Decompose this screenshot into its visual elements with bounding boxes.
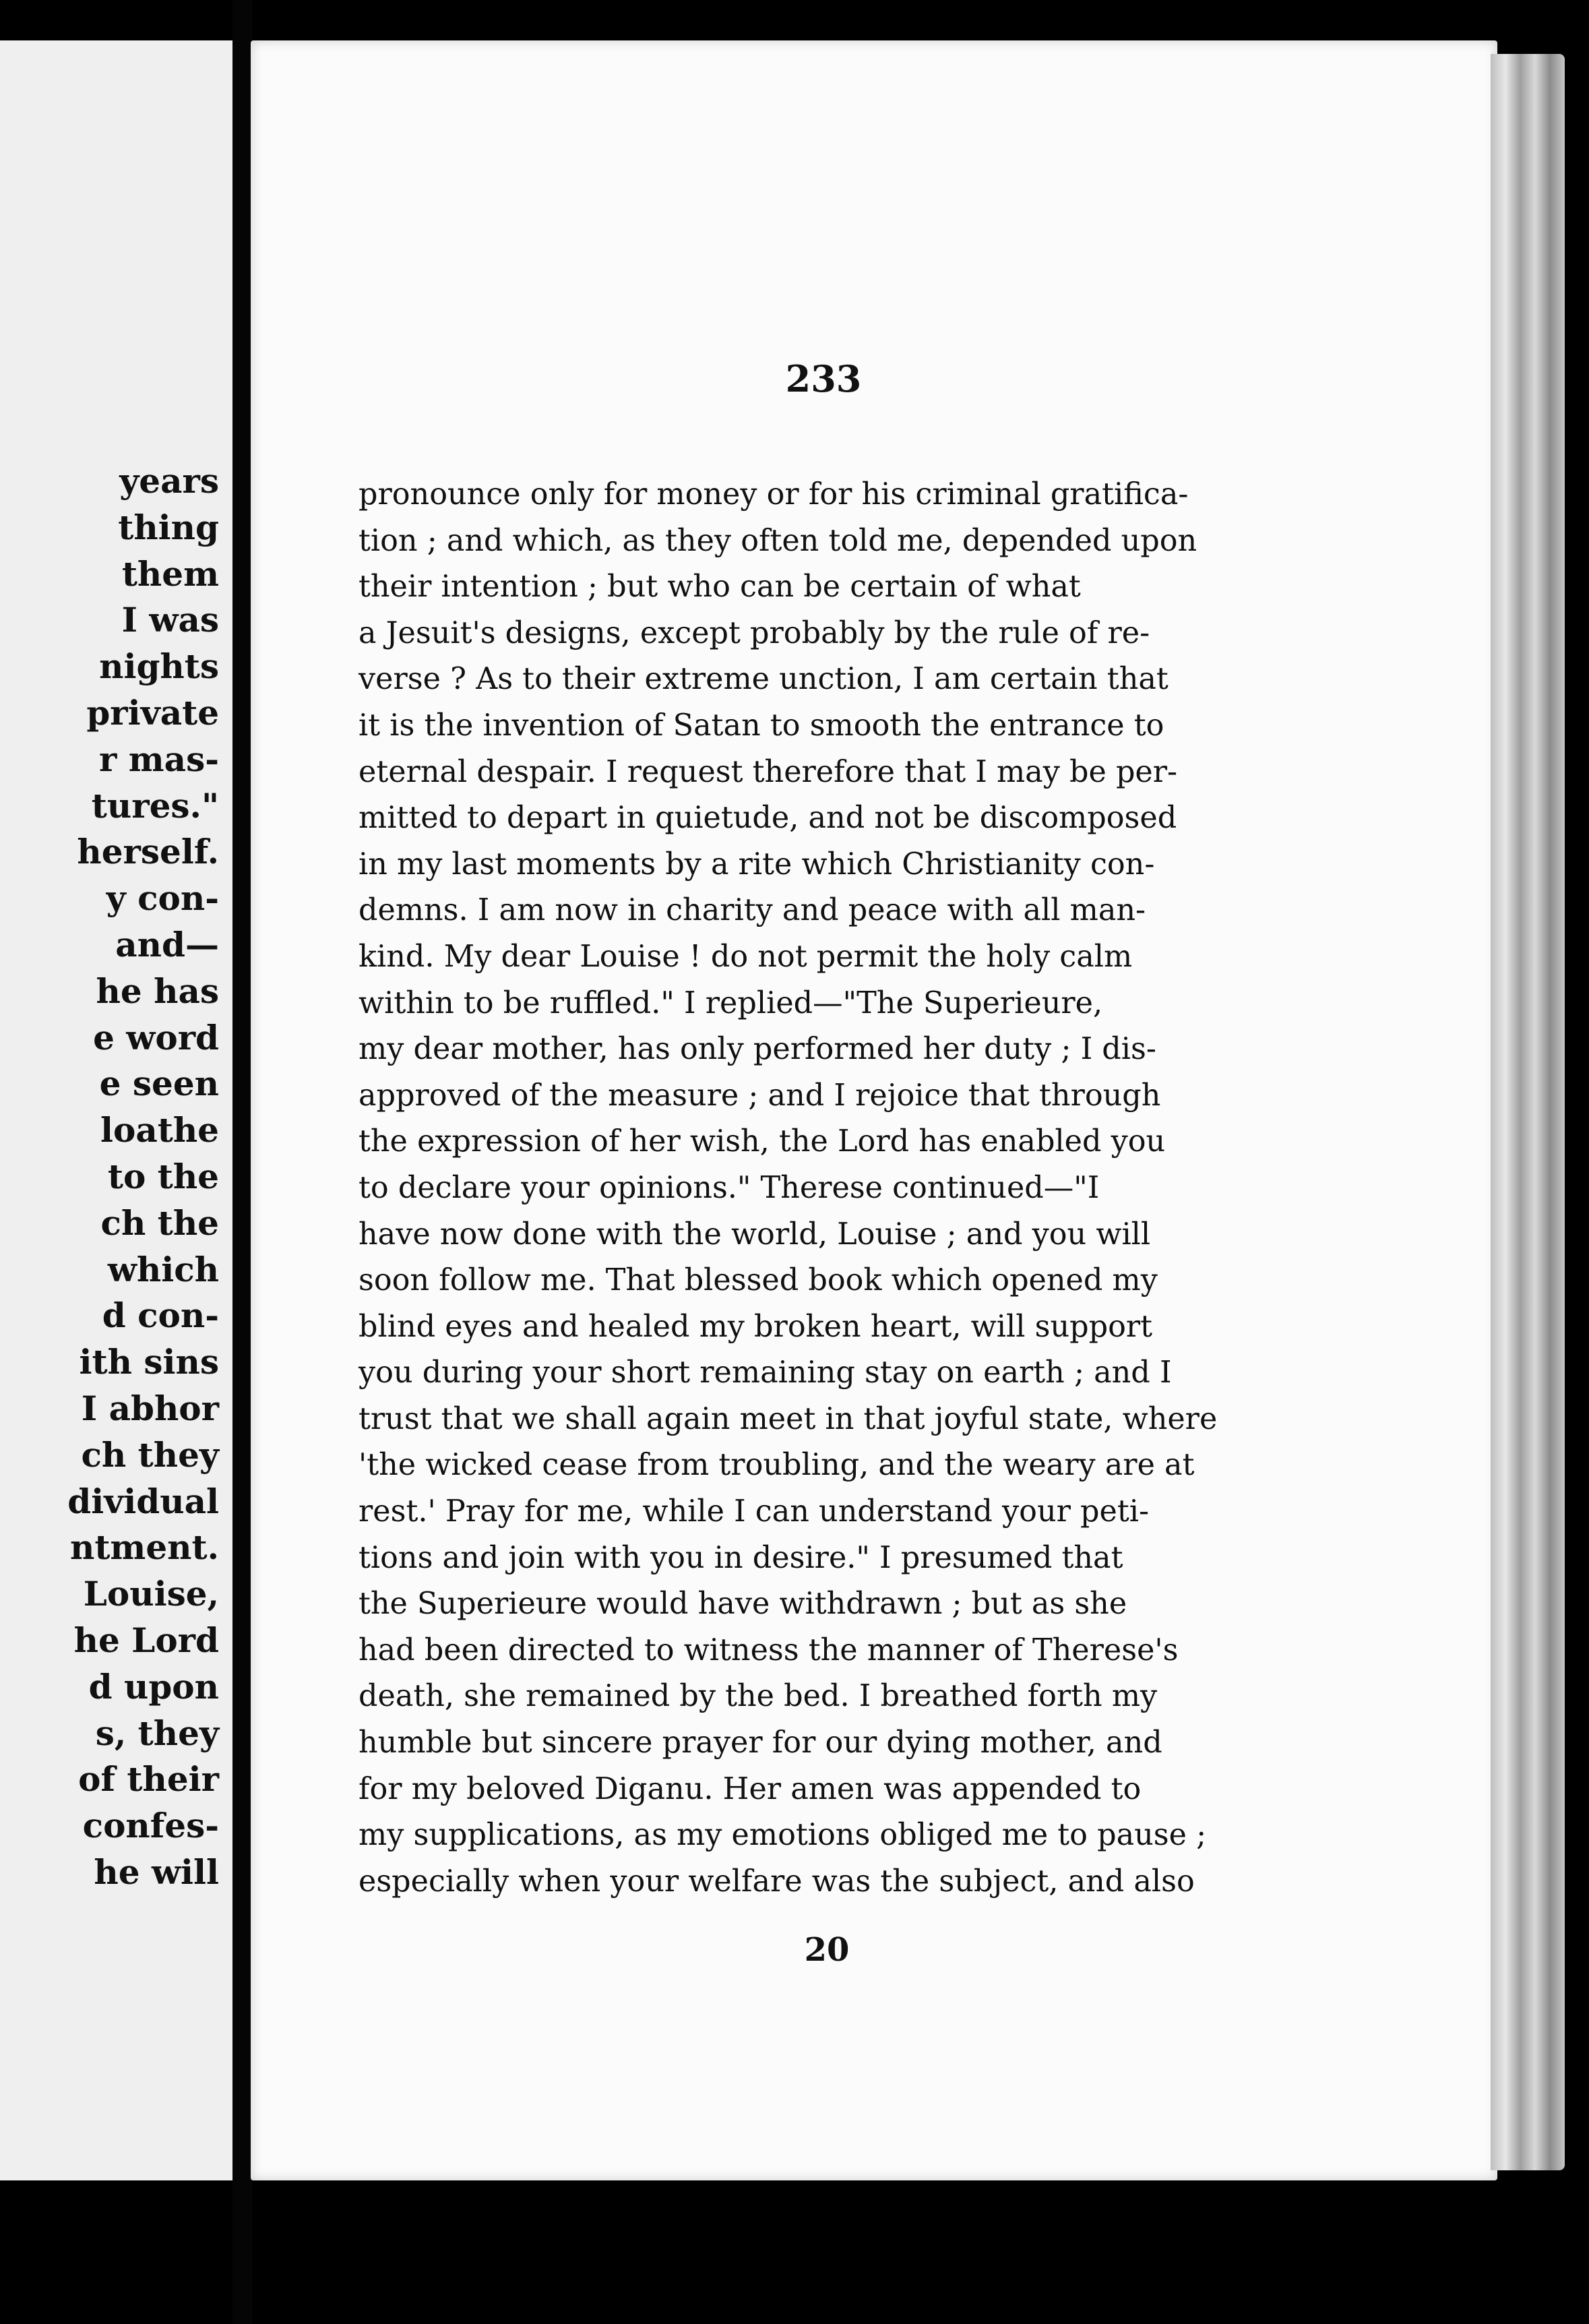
- text-line: Louise,: [83, 1574, 219, 1614]
- text-line: s, they: [95, 1713, 219, 1753]
- book-gutter: [232, 0, 253, 2324]
- text-line: dividual: [67, 1481, 219, 1521]
- text-line: to the: [107, 1156, 219, 1196]
- text-line: loathe: [100, 1110, 219, 1151]
- text-line: r mas-: [99, 739, 219, 779]
- text-line: tions and join with you in desire." I presumed that: [359, 1540, 1123, 1575]
- text-line: which: [107, 1249, 219, 1289]
- text-line: blind eyes and healed my broken heart, will support: [359, 1309, 1153, 1344]
- text-line: confes-: [82, 1806, 219, 1846]
- text-line: trust that we shall again meet in that joyful state, where: [359, 1401, 1218, 1436]
- text-line: my supplications, as my emotions obliged me to pause ;: [359, 1818, 1207, 1853]
- text-line: y con-: [106, 878, 219, 919]
- text-line: humble but sincere prayer for our dying mother, and: [359, 1725, 1162, 1761]
- text-line: years: [119, 461, 219, 501]
- text-line: a Jesuit's designs, except probably by the rule of re-: [359, 615, 1150, 650]
- text-line: within to be ruffled." I replied—"The Superieure,: [359, 985, 1103, 1020]
- text-line: have now done with the world, Louise ; and you will: [359, 1217, 1151, 1252]
- text-line: nights: [99, 646, 219, 687]
- text-line: d con-: [102, 1295, 219, 1336]
- text-line: the Superieure would have withdrawn ; but as she: [359, 1587, 1127, 1622]
- text-line: tures.": [91, 785, 219, 826]
- text-line: had been directed to witness the manner of Therese's: [359, 1632, 1179, 1668]
- text-line: e seen: [99, 1064, 219, 1104]
- page-number: 233: [785, 357, 862, 400]
- text-line: my dear mother, has only performed her duty ; I dis-: [359, 1032, 1156, 1067]
- text-line: rest.' Pray for me, while I can understand your peti-: [359, 1494, 1149, 1529]
- text-line: the expression of her wish, the Lord has enabled you: [359, 1124, 1166, 1159]
- text-line: death, she remained by the bed. I breathed forth my: [359, 1679, 1158, 1714]
- text-line: and—: [115, 924, 219, 965]
- text-line: it is the invention of Satan to smooth the entrance to: [359, 708, 1164, 743]
- text-line: you during your short remaining stay on earth ; and I: [359, 1355, 1172, 1390]
- text-line: mitted to depart in quietude, and not be discomposed: [359, 801, 1177, 836]
- text-line: 'the wicked cease from troubling, and the weary are at: [359, 1448, 1195, 1483]
- text-line: kind. My dear Louise ! do not permit the holy calm: [359, 939, 1133, 974]
- text-line: thing: [118, 507, 219, 547]
- text-line: he Lord: [73, 1620, 219, 1660]
- text-line: ch they: [81, 1434, 219, 1475]
- text-line: e word: [93, 1017, 219, 1058]
- text-line: verse ? As to their extreme unction, I am certain that: [359, 662, 1169, 697]
- text-line: I was: [121, 600, 219, 640]
- text-line: them: [121, 553, 219, 594]
- page-body-text: [359, 472, 1491, 1905]
- previous-page-text: [67, 458, 219, 1896]
- text-line: of their: [78, 1759, 219, 1800]
- signature-mark: 20: [804, 1931, 850, 1969]
- text-line: to declare your opinions." Therese continued—"I: [359, 1170, 1100, 1205]
- text-line: d upon: [88, 1666, 219, 1707]
- text-line: in my last moments by a rite which Christianity con-: [359, 847, 1155, 882]
- text-line: their intention ; but who can be certain of what: [359, 570, 1081, 605]
- text-line: he has: [96, 971, 219, 1011]
- text-line: pronounce only for money or for his criminal gratifica-: [359, 477, 1189, 512]
- text-line: ch the: [100, 1202, 219, 1243]
- text-line: ntment.: [69, 1527, 219, 1568]
- text-line: he will: [94, 1852, 219, 1892]
- text-line: tion ; and which, as they often told me, depended upon: [359, 523, 1197, 558]
- text-line: eternal despair. I request therefore that I may be per-: [359, 754, 1178, 789]
- text-line: for my beloved Diganu. Her amen was appended to: [359, 1771, 1142, 1806]
- text-line: soon follow me. That blessed book which opened my: [359, 1263, 1158, 1298]
- text-line: demns. I am now in charity and peace with all man-: [359, 893, 1146, 928]
- main-page: [251, 40, 1497, 2180]
- text-line: ith sins: [79, 1342, 219, 1382]
- text-line: especially when your welfare was the subject, and also: [359, 1864, 1195, 1899]
- text-line: I abhor: [81, 1388, 219, 1428]
- book-page-edges: [1491, 54, 1565, 2170]
- previous-page-fragment: [0, 40, 238, 2180]
- text-line: private: [86, 692, 219, 733]
- text-line: approved of the measure ; and I rejoice that through: [359, 1078, 1161, 1113]
- text-line: herself.: [77, 832, 219, 872]
